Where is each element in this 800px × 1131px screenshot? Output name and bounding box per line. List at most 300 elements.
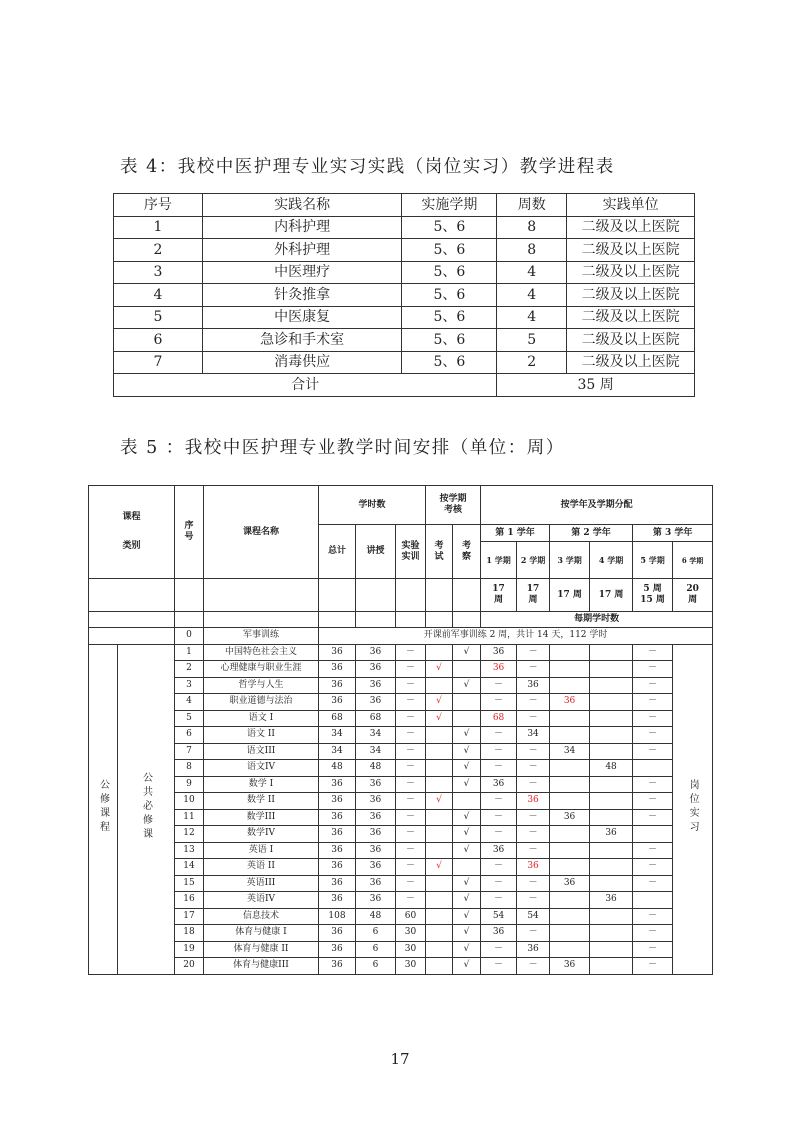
row-s5: －	[633, 925, 673, 942]
row-lecture: 36	[356, 661, 396, 678]
row-lab: －	[396, 710, 426, 727]
t4-header: 实践名称	[202, 194, 402, 217]
row-check: √	[453, 743, 481, 760]
row-s2: 36	[517, 677, 550, 694]
military-note: 开课前军事训练 2 周，共计 14 天，112 学时	[319, 628, 713, 645]
row-s2: －	[517, 743, 550, 760]
category-header: 课程 类别	[89, 486, 175, 579]
lab-header: 实验实训	[396, 525, 426, 579]
total-header: 总计	[319, 525, 356, 579]
table-row	[89, 710, 713, 727]
row-total: 36	[319, 859, 356, 876]
row-s2: －	[517, 826, 550, 843]
row-s2: －	[517, 958, 550, 975]
row-check	[453, 661, 481, 678]
t4-cell: 5、6	[402, 216, 497, 239]
total-label: 合计	[114, 374, 497, 397]
row-seq: 8	[175, 760, 204, 777]
row-s2: －	[517, 694, 550, 711]
row-seq: 20	[175, 958, 204, 975]
row-exam: √	[426, 859, 453, 876]
row-s1: －	[481, 677, 517, 694]
row-exam	[426, 826, 453, 843]
weeks-sem2: 17 周	[517, 579, 550, 612]
row-total: 36	[319, 842, 356, 859]
row-s5: －	[633, 776, 673, 793]
weekly-hours-header: 每期学时数	[481, 612, 713, 628]
row-s4	[590, 661, 633, 678]
row-lecture: 36	[356, 859, 396, 876]
row-exam	[426, 941, 453, 958]
weeks-sem5: 5 周 15 周	[633, 579, 673, 612]
row-s1: －	[481, 809, 517, 826]
sem1-header: 1 学期	[481, 542, 517, 579]
row-lab: －	[396, 760, 426, 777]
row-s5	[633, 826, 673, 843]
row-lecture: 48	[356, 760, 396, 777]
row-s3	[550, 842, 590, 859]
row-s5: －	[633, 727, 673, 744]
row-lecture: 48	[356, 908, 396, 925]
row-s4	[590, 842, 633, 859]
row-s3: 36	[550, 875, 590, 892]
row-course-name: 体育与健康 II	[204, 941, 319, 958]
row-lab: －	[396, 875, 426, 892]
row-lecture: 36	[356, 644, 396, 661]
row-check: √	[453, 842, 481, 859]
row-s2: －	[517, 925, 550, 942]
row-seq: 11	[175, 809, 204, 826]
row-lecture: 36	[356, 809, 396, 826]
row-s4	[590, 727, 633, 744]
row-lab: －	[396, 644, 426, 661]
row-exam	[426, 809, 453, 826]
t4-cell: 4	[497, 261, 567, 284]
row-s1: －	[481, 727, 517, 744]
assess-header: 按学期考核	[426, 486, 481, 525]
row-total: 36	[319, 793, 356, 810]
t4-cell: 二级及以上医院	[567, 329, 695, 352]
t4-cell: 2	[497, 351, 567, 374]
row-lab: －	[396, 677, 426, 694]
row-lab: －	[396, 859, 426, 876]
row-total: 36	[319, 826, 356, 843]
row-course-name: 体育与健康 I	[204, 925, 319, 942]
t4-header: 实施学期	[402, 194, 497, 217]
row-exam	[426, 892, 453, 909]
row-s5: －	[633, 958, 673, 975]
row-lecture: 34	[356, 743, 396, 760]
row-total: 36	[319, 958, 356, 975]
row-s2: 36	[517, 793, 550, 810]
table-row	[89, 694, 713, 711]
row-s2: －	[517, 710, 550, 727]
row-check: √	[453, 809, 481, 826]
page-number: 17	[390, 1050, 410, 1068]
row-total: 68	[319, 710, 356, 727]
row-s3	[550, 892, 590, 909]
row-s4	[590, 809, 633, 826]
row-check: √	[453, 908, 481, 925]
row-lab: －	[396, 793, 426, 810]
row-exam	[426, 677, 453, 694]
row-check: √	[453, 776, 481, 793]
row-lab: 30	[396, 958, 426, 975]
sem3-header: 3 学期	[550, 542, 590, 579]
row-course-name: 英语III	[204, 875, 319, 892]
row-seq: 9	[175, 776, 204, 793]
row-exam	[426, 842, 453, 859]
row-s1: －	[481, 859, 517, 876]
row-exam	[426, 776, 453, 793]
row-s3: 36	[550, 694, 590, 711]
row-total: 36	[319, 809, 356, 826]
row-s3	[550, 776, 590, 793]
row-s5: －	[633, 661, 673, 678]
distribution-header: 按学年及学期分配	[481, 486, 713, 525]
category-a: 公修课程	[89, 644, 118, 974]
row-seq: 13	[175, 842, 204, 859]
row-check: √	[453, 826, 481, 843]
row-lecture: 36	[356, 875, 396, 892]
t4-cell: 二级及以上医院	[567, 306, 695, 329]
row-s4	[590, 958, 633, 975]
row-seq: 18	[175, 925, 204, 942]
row-s3	[550, 925, 590, 942]
exam-header: 考试	[426, 525, 453, 579]
category-b: 公共必修课	[118, 644, 175, 974]
row-s4	[590, 875, 633, 892]
row-course-name: 哲学与人生	[204, 677, 319, 694]
row-s4	[590, 941, 633, 958]
row-check	[453, 859, 481, 876]
sem5-header: 5 学期	[633, 542, 673, 579]
row-s2: －	[517, 661, 550, 678]
row-s4	[590, 793, 633, 810]
row-check	[453, 694, 481, 711]
year1-header: 第 1 学年	[481, 525, 550, 542]
row-seq: 6	[175, 727, 204, 744]
row-s4	[590, 710, 633, 727]
row-s1: 36	[481, 776, 517, 793]
row-s5: －	[633, 793, 673, 810]
row-s5: －	[633, 908, 673, 925]
row-s1: －	[481, 694, 517, 711]
row-check	[453, 793, 481, 810]
row-seq: 4	[175, 694, 204, 711]
row-seq: 1	[175, 644, 204, 661]
row-s5	[633, 892, 673, 909]
row-course-name: 数学III	[204, 809, 319, 826]
row-exam: √	[426, 694, 453, 711]
military-seq: 0	[175, 628, 204, 645]
row-s3	[550, 727, 590, 744]
row-s2: －	[517, 809, 550, 826]
row-lecture: 36	[356, 677, 396, 694]
row-seq: 15	[175, 875, 204, 892]
row-lab: －	[396, 727, 426, 744]
t4-header: 周数	[497, 194, 567, 217]
row-lecture: 36	[356, 842, 396, 859]
row-lecture: 36	[356, 826, 396, 843]
row-exam	[426, 727, 453, 744]
row-s3	[550, 760, 590, 777]
row-seq: 10	[175, 793, 204, 810]
t4-cell: 7	[114, 351, 203, 374]
row-s3	[550, 644, 590, 661]
row-s3: 34	[550, 743, 590, 760]
row-s5: －	[633, 859, 673, 876]
military-name: 军事训练	[204, 628, 319, 645]
row-lab: －	[396, 809, 426, 826]
row-seq: 7	[175, 743, 204, 760]
row-course-name: 数学 II	[204, 793, 319, 810]
row-total: 36	[319, 776, 356, 793]
row-s5: －	[633, 941, 673, 958]
table-row	[89, 776, 713, 793]
row-check: √	[453, 677, 481, 694]
row-lab: －	[396, 743, 426, 760]
row-seq: 12	[175, 826, 204, 843]
row-seq: 17	[175, 908, 204, 925]
row-s3	[550, 908, 590, 925]
t4-cell: 消毒供应	[202, 351, 402, 374]
row-s4	[590, 644, 633, 661]
row-lab: －	[396, 694, 426, 711]
t4-cell: 5、6	[402, 284, 497, 307]
row-check: √	[453, 875, 481, 892]
row-s4	[590, 859, 633, 876]
row-course-name: 数学 I	[204, 776, 319, 793]
t4-cell: 急诊和手术室	[202, 329, 402, 352]
hours-header: 学时数	[319, 486, 426, 525]
table-row	[89, 842, 713, 859]
table-row	[89, 793, 713, 810]
table-row	[89, 859, 713, 876]
lecture-header: 讲授	[356, 525, 396, 579]
row-total: 34	[319, 727, 356, 744]
table-row	[89, 743, 713, 760]
row-s5: －	[633, 743, 673, 760]
t4-cell: 二级及以上医院	[567, 284, 695, 307]
row-exam	[426, 908, 453, 925]
row-s2: －	[517, 644, 550, 661]
total-value: 35 周	[497, 374, 695, 397]
row-s2: －	[517, 892, 550, 909]
row-s5: －	[633, 809, 673, 826]
row-lab: －	[396, 776, 426, 793]
row-total: 48	[319, 760, 356, 777]
row-total: 36	[319, 644, 356, 661]
t4-cell: 4	[497, 306, 567, 329]
row-lecture: 6	[356, 925, 396, 942]
row-s5: －	[633, 842, 673, 859]
row-seq: 16	[175, 892, 204, 909]
weeks-sem4: 17 周	[590, 579, 633, 612]
row-exam	[426, 875, 453, 892]
row-s1: 68	[481, 710, 517, 727]
row-check: √	[453, 892, 481, 909]
row-course-name: 英语IV	[204, 892, 319, 909]
t4-header: 实践单位	[567, 194, 695, 217]
row-course-name: 语文III	[204, 743, 319, 760]
table-row	[89, 941, 713, 958]
t4-cell: 5、6	[402, 329, 497, 352]
row-total: 34	[319, 743, 356, 760]
row-s3	[550, 793, 590, 810]
row-check: √	[453, 727, 481, 744]
practice-schedule-table	[113, 193, 695, 397]
row-s4	[590, 925, 633, 942]
row-s5: －	[633, 694, 673, 711]
weeks-sem1: 17 周	[481, 579, 517, 612]
row-seq: 14	[175, 859, 204, 876]
table-row	[89, 892, 713, 909]
row-lab: 30	[396, 941, 426, 958]
row-lab: －	[396, 826, 426, 843]
row-total: 36	[319, 875, 356, 892]
row-check	[453, 710, 481, 727]
check-header: 考察	[453, 525, 481, 579]
table-row	[114, 239, 695, 262]
t4-cell: 二级及以上医院	[567, 261, 695, 284]
row-lab: －	[396, 661, 426, 678]
t4-cell: 4	[497, 284, 567, 307]
t4-cell: 4	[114, 284, 203, 307]
row-s1: －	[481, 743, 517, 760]
row-check: √	[453, 760, 481, 777]
row-course-name: 体育与健康III	[204, 958, 319, 975]
t4-cell: 5、6	[402, 261, 497, 284]
course-name-header: 课程名称	[204, 486, 319, 579]
row-s1: －	[481, 760, 517, 777]
row-total: 36	[319, 892, 356, 909]
row-exam	[426, 760, 453, 777]
row-s5: －	[633, 710, 673, 727]
row-lecture: 68	[356, 710, 396, 727]
table-row	[114, 216, 695, 239]
row-s2: －	[517, 776, 550, 793]
row-s1: 54	[481, 908, 517, 925]
row-seq: 2	[175, 661, 204, 678]
table-row	[114, 284, 695, 307]
table5-title: 表 5 ：我校中医护理专业教学时间安排（单位：周）	[120, 438, 565, 458]
t4-cell: 2	[114, 239, 203, 262]
t4-cell: 二级及以上医院	[567, 351, 695, 374]
t4-cell: 6	[114, 329, 203, 352]
row-s4	[590, 677, 633, 694]
row-s3	[550, 859, 590, 876]
row-course-name: 职业道德与法治	[204, 694, 319, 711]
t4-cell: 5、6	[402, 239, 497, 262]
row-s3	[550, 661, 590, 678]
internship-cell: 岗位实习	[673, 644, 713, 974]
t4-cell: 中医理疗	[202, 261, 402, 284]
table-row	[89, 809, 713, 826]
row-exam	[426, 743, 453, 760]
row-s1: 36	[481, 644, 517, 661]
row-s4	[590, 908, 633, 925]
row-total: 36	[319, 694, 356, 711]
table-row	[89, 661, 713, 678]
row-lecture: 6	[356, 958, 396, 975]
table-row	[89, 925, 713, 942]
t4-cell: 1	[114, 216, 203, 239]
row-total: 36	[319, 677, 356, 694]
row-course-name: 英语 I	[204, 842, 319, 859]
row-s5	[633, 760, 673, 777]
seq-header: 序号	[175, 486, 204, 579]
row-total: 36	[319, 661, 356, 678]
row-lab: －	[396, 892, 426, 909]
row-check: √	[453, 925, 481, 942]
sem4-header: 4 学期	[590, 542, 633, 579]
row-s3	[550, 941, 590, 958]
row-s5: －	[633, 677, 673, 694]
t4-cell: 5	[114, 306, 203, 329]
row-s1: －	[481, 892, 517, 909]
row-lecture: 36	[356, 793, 396, 810]
row-s1: －	[481, 875, 517, 892]
t4-cell: 3	[114, 261, 203, 284]
row-s3	[550, 826, 590, 843]
row-exam: √	[426, 710, 453, 727]
row-s2: －	[517, 760, 550, 777]
t4-cell: 中医康复	[202, 306, 402, 329]
t4-cell: 二级及以上医院	[567, 216, 695, 239]
row-s2: 36	[517, 859, 550, 876]
row-lab: 60	[396, 908, 426, 925]
row-s1: －	[481, 826, 517, 843]
row-s4: 48	[590, 760, 633, 777]
row-s3: 36	[550, 809, 590, 826]
row-course-name: 语文 I	[204, 710, 319, 727]
row-lab: －	[396, 842, 426, 859]
year3-header: 第 3 学年	[633, 525, 713, 542]
table-row	[114, 329, 695, 352]
year2-header: 第 2 学年	[550, 525, 633, 542]
row-course-name: 英语 II	[204, 859, 319, 876]
row-s3	[550, 677, 590, 694]
row-s1: 36	[481, 925, 517, 942]
t4-cell: 外科护理	[202, 239, 402, 262]
row-seq: 19	[175, 941, 204, 958]
row-lecture: 36	[356, 776, 396, 793]
row-exam	[426, 925, 453, 942]
weeks-sem3: 17 周	[550, 579, 590, 612]
row-course-name: 数学IV	[204, 826, 319, 843]
row-seq: 5	[175, 710, 204, 727]
table-row	[89, 677, 713, 694]
row-total: 36	[319, 925, 356, 942]
row-s1: 36	[481, 842, 517, 859]
sem2-header: 2 学期	[517, 542, 550, 579]
table-row	[114, 351, 695, 374]
row-s1: －	[481, 958, 517, 975]
row-course-name: 语文 II	[204, 727, 319, 744]
row-s2: 54	[517, 908, 550, 925]
row-course-name: 语文IV	[204, 760, 319, 777]
teaching-time-table	[88, 485, 713, 975]
row-lecture: 36	[356, 694, 396, 711]
t4-cell: 针灸推拿	[202, 284, 402, 307]
row-check: √	[453, 958, 481, 975]
table-row	[89, 875, 713, 892]
row-s4	[590, 776, 633, 793]
t4-cell: 5、6	[402, 351, 497, 374]
row-course-name: 心理健康与职业生涯	[204, 661, 319, 678]
row-total: 36	[319, 941, 356, 958]
